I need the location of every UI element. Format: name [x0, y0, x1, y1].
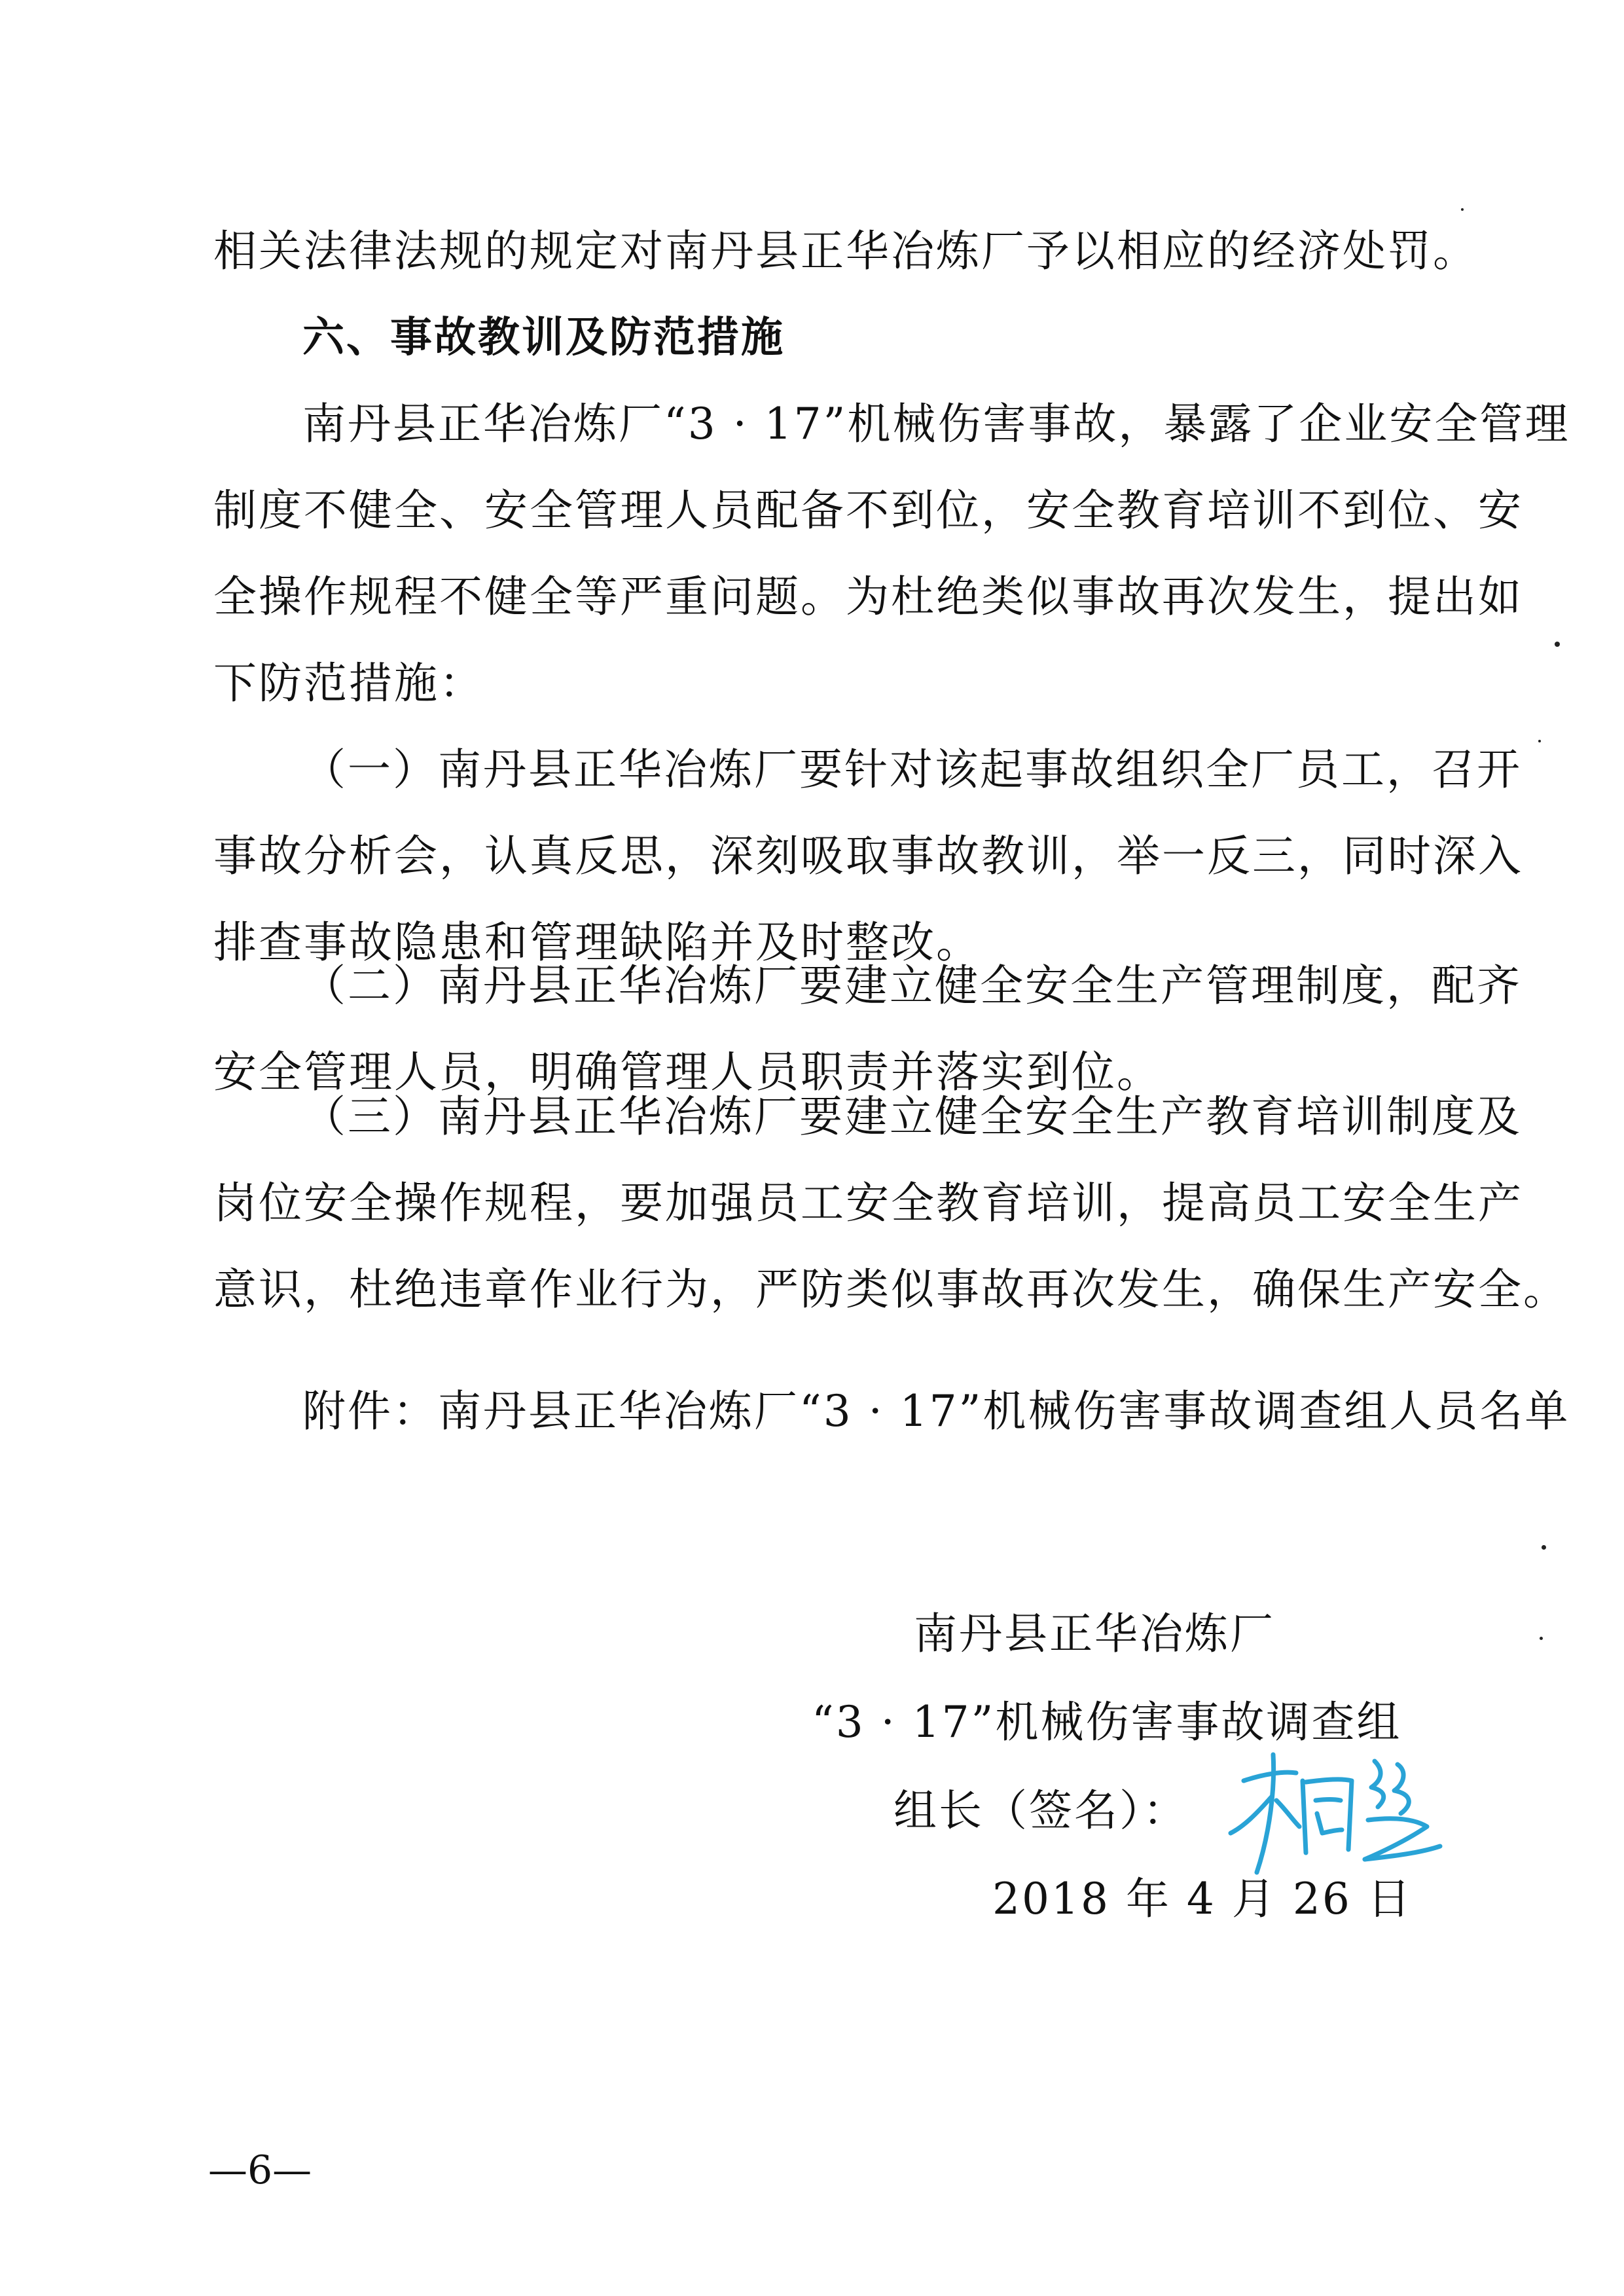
heading-text: 六、事故教训及防范措施 — [302, 314, 785, 362]
text-line: 南丹县正华冶炼厂“3 · 17”机械伤害事故，暴露了企业安全管理 — [302, 399, 1570, 449]
scan-speck — [1555, 642, 1560, 647]
text-line: 相关法律法规的规定对南丹县正华冶炼厂予以相应的经济处罚。 — [213, 226, 1478, 276]
attachment-text: 附件：南丹县正华冶炼厂“3 · 17”机械伤害事故调查组人员名单 — [302, 1386, 1570, 1436]
paragraph-penalty — [213, 208, 1483, 295]
section-heading — [213, 295, 1483, 381]
page-number: —6— — [208, 2147, 312, 2193]
text-line: 事故分析会，认真反思，深刻吸取事故教训，举一反三，同时深入 — [213, 831, 1523, 881]
signature-date: 2018 年 4 月 26 日 — [992, 1874, 1413, 1924]
text-line: 制度不健全、安全管理人员配备不到位，安全教育培训不到位、安 — [213, 485, 1523, 536]
handwritten-signature — [1218, 1735, 1453, 1905]
text-line: 岗位安全操作规程，要加强员工安全教育培训，提高员工安全生产 — [213, 1178, 1523, 1228]
text-line: 下防范措施： — [213, 658, 484, 708]
text-line: （二）南丹县正华冶炼厂要建立健全安全生产管理制度，配齐 — [302, 960, 1522, 1011]
text-line: 全操作规程不健全等严重问题。为杜绝类似事故再次发生，提出如 — [213, 572, 1523, 622]
paragraph-measure-3 — [213, 1074, 1568, 1333]
signature-org-line2: “3 · 17”机械伤害事故调查组 — [812, 1697, 1402, 1747]
attachment-note — [213, 1368, 1570, 1455]
scan-speck — [1542, 1545, 1546, 1550]
text-line: 安全管理人员，明确管理人员职责并落实到位。 — [213, 1047, 1162, 1097]
signature-org-line1: 南丹县正华冶炼厂 — [914, 1609, 1275, 1659]
text-line: （三）南丹县正华冶炼厂要建立健全安全生产教育培训制度及 — [302, 1091, 1522, 1142]
scan-speck — [1461, 208, 1464, 211]
paragraph-summary — [213, 381, 1570, 727]
scan-speck — [1540, 1637, 1543, 1640]
signature-leader-label: 组长（签名）： — [893, 1785, 1188, 1836]
text-line: 排查事故隐患和管理缺陷并及时整改。 — [213, 917, 981, 968]
text-line: （一）南丹县正华冶炼厂要针对该起事故组织全厂员工，召开 — [302, 744, 1522, 795]
scan-speck — [1538, 740, 1541, 742]
text-line: 意识，杜绝违章作业行为，严防类似事故再次发生，确保生产安全。 — [213, 1264, 1568, 1315]
